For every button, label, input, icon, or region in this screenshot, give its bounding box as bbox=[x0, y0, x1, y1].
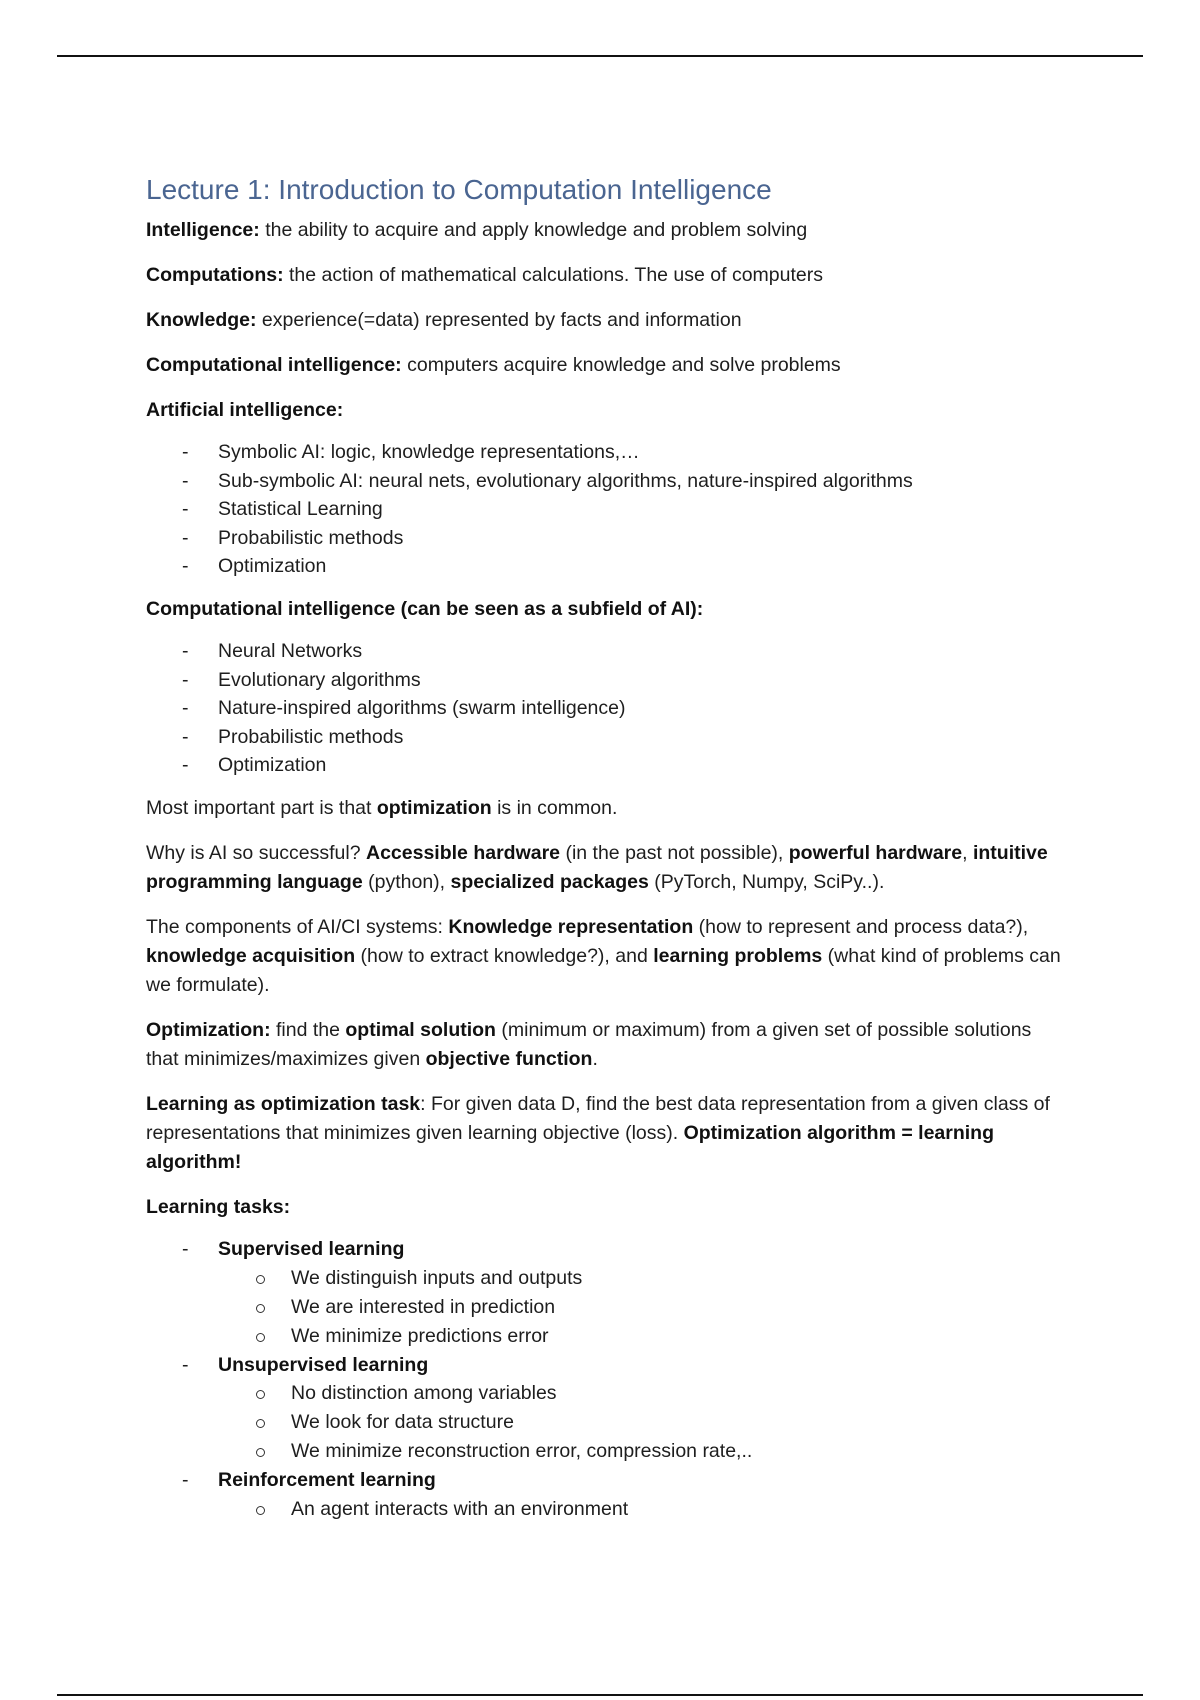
term: Computational intelligence: bbox=[146, 354, 402, 376]
emphasis: specialized packages bbox=[450, 870, 649, 893]
list-item: - Optimization bbox=[146, 552, 1061, 581]
emphasis: powerful hardware bbox=[788, 841, 963, 864]
task-name: Unsupervised learning bbox=[218, 1353, 429, 1376]
term: Knowledge: bbox=[146, 309, 257, 331]
sub-list-item: We minimize predictions error bbox=[146, 1322, 1061, 1351]
text: (how to extract knowledge?), and bbox=[355, 944, 654, 967]
definition-computational-intelligence bbox=[146, 351, 1061, 380]
task-name: Reinforcement learning bbox=[218, 1469, 436, 1492]
sub-list-item: We distinguish inputs and outputs bbox=[146, 1264, 1061, 1293]
emphasis: optimization bbox=[376, 796, 492, 819]
sub-list-item: An agent interacts with an environment bbox=[146, 1495, 1061, 1524]
header-rule bbox=[57, 55, 1143, 57]
ci-heading bbox=[146, 595, 1061, 624]
text: (minimum or maximum) from a given set of possible solutions that minimizes/maximizes given bbox=[146, 1018, 1032, 1070]
sub-list-item: We minimize reconstruction error, compression rate,.. bbox=[146, 1437, 1061, 1466]
definition-intelligence bbox=[146, 216, 1061, 245]
task-supervised bbox=[146, 1235, 1061, 1351]
optimization-paragraph bbox=[146, 1016, 1061, 1074]
learning-optimization-paragraph bbox=[146, 1090, 1061, 1177]
common-paragraph bbox=[146, 794, 1061, 823]
sub-list-item: We look for data structure bbox=[146, 1408, 1061, 1437]
success-paragraph bbox=[146, 839, 1061, 897]
emphasis: intuitive programming language bbox=[146, 841, 1048, 893]
text: : For given data D, find the best data representation from a given class of representations that minimizes given learning objective (loss). bbox=[146, 1092, 1050, 1144]
emphasis: Optimization algorithm = learning algorithm! bbox=[146, 1121, 994, 1173]
emphasis: objective function bbox=[425, 1047, 593, 1070]
emphasis: Accessible hardware bbox=[366, 841, 561, 864]
emphasis: learning problems bbox=[653, 944, 823, 967]
definition-text: the action of mathematical calculations. The use of computers bbox=[283, 264, 823, 286]
list-item: - Evolutionary algorithms bbox=[146, 666, 1061, 695]
learning-tasks-list bbox=[146, 1235, 1061, 1524]
sub-list bbox=[146, 1379, 1061, 1466]
definition-computations bbox=[146, 261, 1061, 290]
text: Most important part is that bbox=[146, 796, 377, 819]
emphasis: Learning as optimization task bbox=[146, 1092, 421, 1115]
list-item: - Statistical Learning bbox=[146, 495, 1061, 524]
term: Intelligence: bbox=[146, 219, 260, 241]
emphasis: Optimization: bbox=[146, 1018, 271, 1041]
ai-heading bbox=[146, 396, 1061, 425]
text: find the bbox=[270, 1018, 346, 1041]
text: (PyTorch, Numpy, SciPy..). bbox=[648, 870, 885, 893]
definition-knowledge bbox=[146, 306, 1061, 335]
emphasis: knowledge acquisition bbox=[146, 944, 356, 967]
definition-text: the ability to acquire and apply knowledge and problem solving bbox=[259, 219, 808, 241]
tasks-heading bbox=[146, 1193, 1061, 1222]
text: (python), bbox=[362, 870, 451, 893]
list-item: - Neural Networks bbox=[146, 637, 1061, 666]
section-heading: Computational intelligence (can be seen as a subfield of AI): bbox=[146, 597, 704, 620]
task-name: Supervised learning bbox=[218, 1237, 405, 1260]
sub-list bbox=[146, 1495, 1061, 1524]
text: is in common. bbox=[491, 796, 618, 819]
text: (in the past not possible), bbox=[560, 841, 789, 864]
list-item: - Probabilistic methods bbox=[146, 723, 1061, 752]
emphasis: Knowledge representation bbox=[448, 915, 694, 938]
sub-list bbox=[146, 1264, 1061, 1351]
section-heading: Learning tasks: bbox=[146, 1195, 291, 1218]
list-item: - Optimization bbox=[146, 751, 1061, 780]
footer-rule bbox=[57, 1694, 1143, 1696]
section-heading: Artificial intelligence: bbox=[146, 399, 344, 421]
text: Why is AI so successful? bbox=[146, 841, 366, 864]
components-paragraph bbox=[146, 913, 1061, 1000]
sub-list-item: We are interested in prediction bbox=[146, 1293, 1061, 1322]
document-body bbox=[146, 172, 1061, 1538]
list-item: - Nature-inspired algorithms (swarm intelligence) bbox=[146, 694, 1061, 723]
page-title: Lecture 1: Introduction to Computation Intelligence bbox=[146, 174, 772, 205]
list-item: - Probabilistic methods bbox=[146, 524, 1061, 553]
emphasis: optimal solution bbox=[345, 1018, 496, 1041]
text: (how to represent and process data?), bbox=[693, 915, 1029, 938]
text: The components of AI/CI systems: bbox=[146, 915, 449, 938]
definition-text: computers acquire knowledge and solve problems bbox=[401, 354, 841, 376]
text: (what kind of problems can we formulate). bbox=[146, 944, 1061, 996]
list-item: - Sub-symbolic AI: neural nets, evolutionary algorithms, nature-inspired algorithms bbox=[146, 467, 1061, 496]
text: , bbox=[962, 841, 973, 864]
task-reinforcement bbox=[146, 1466, 1061, 1524]
term: Computations: bbox=[146, 264, 284, 286]
task-unsupervised bbox=[146, 1351, 1061, 1467]
ai-list bbox=[146, 438, 1061, 581]
text: . bbox=[592, 1047, 598, 1070]
definition-text: experience(=data) represented by facts and information bbox=[256, 309, 742, 331]
sub-list-item: No distinction among variables bbox=[146, 1379, 1061, 1408]
ci-list bbox=[146, 637, 1061, 780]
list-item: - Symbolic AI: logic, knowledge representations,… bbox=[146, 438, 1061, 467]
